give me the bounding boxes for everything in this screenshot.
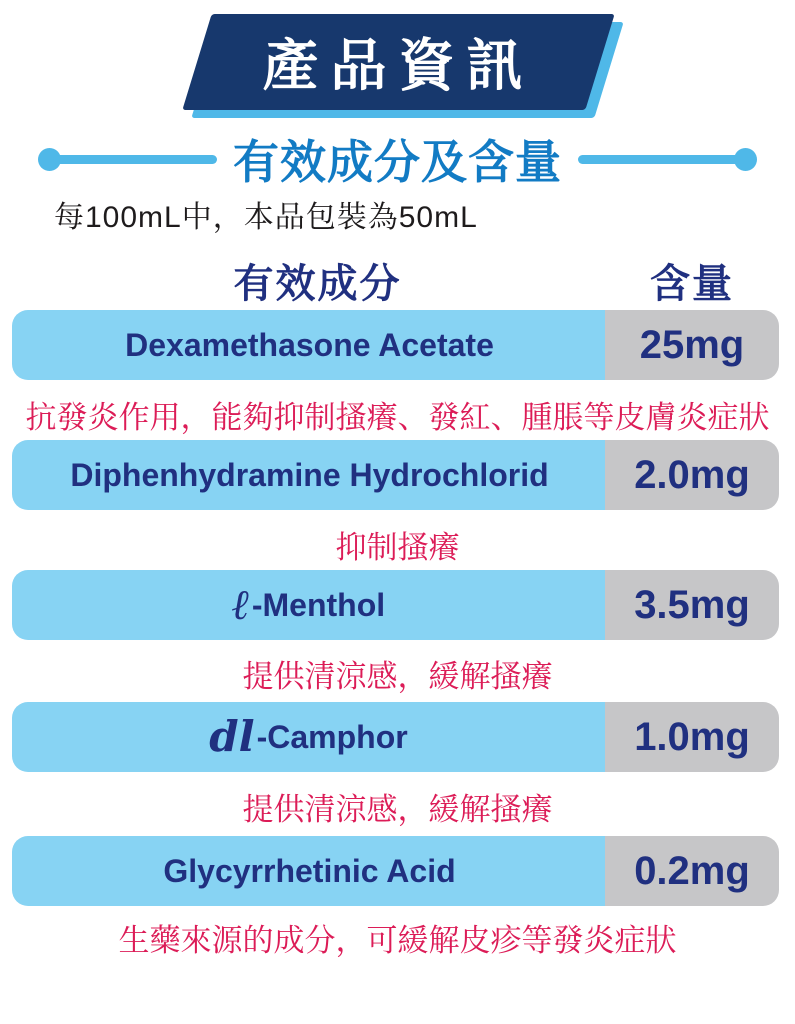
ingredient-cell xyxy=(12,440,605,510)
ingredient-cell xyxy=(12,570,605,640)
column-header-ingredient: 有效成分 xyxy=(233,262,402,306)
dosage-note: 每100mL中，本品包裝為50mL xyxy=(54,201,478,234)
ingredient-description: 生藥來源的成分，可緩解皮疹等發炎症狀 xyxy=(118,923,677,958)
column-header-amount: 含量 xyxy=(650,262,734,306)
ingredient-name: Diphenhydramine Hydrochlorid xyxy=(70,456,549,493)
section-title: 有效成分及含量 xyxy=(233,136,562,188)
ingredient-script-prefix: ℓ xyxy=(231,580,250,629)
amount-cell: 3.5mg xyxy=(605,570,779,640)
table-row xyxy=(12,310,779,380)
amount-cell: 0.2mg xyxy=(605,836,779,906)
amount-cell: 2.0mg xyxy=(605,440,779,510)
amount-cell: 25mg xyxy=(605,310,779,380)
ingredient-description: 提供清涼感，緩解搔癢 xyxy=(242,792,553,827)
section-divider xyxy=(0,136,795,188)
table-row xyxy=(12,836,779,906)
table-row xyxy=(12,570,779,640)
ingredient-name: Glycyrrhetinic Acid xyxy=(163,852,456,889)
ingredient-script-prefix: dl xyxy=(209,712,255,761)
ingredient-description: 抑制搔癢 xyxy=(335,530,460,565)
ingredient-cell xyxy=(12,310,605,380)
ingredient-name: Dexamethasone Acetate xyxy=(125,326,494,363)
ingredient-cell xyxy=(12,702,605,772)
ingredient-cell xyxy=(12,836,605,906)
ingredient-description: 抗發炎作用，能夠抑制搔癢、發紅、腫脹等皮膚炎症狀 xyxy=(25,400,770,435)
banner xyxy=(197,14,600,110)
ingredient-name: -Menthol xyxy=(251,586,386,623)
table-row xyxy=(12,702,779,772)
page-title: 產品資訊 xyxy=(262,34,535,97)
divider-dot-right xyxy=(734,148,757,171)
amount-cell: 1.0mg xyxy=(605,702,779,772)
divider-line-right xyxy=(578,155,742,164)
divider-line-left xyxy=(53,155,217,164)
table-row xyxy=(12,440,779,510)
ingredient-name: -Camphor xyxy=(256,718,408,755)
ingredient-description: 提供清涼感，緩解搔癢 xyxy=(242,659,553,694)
